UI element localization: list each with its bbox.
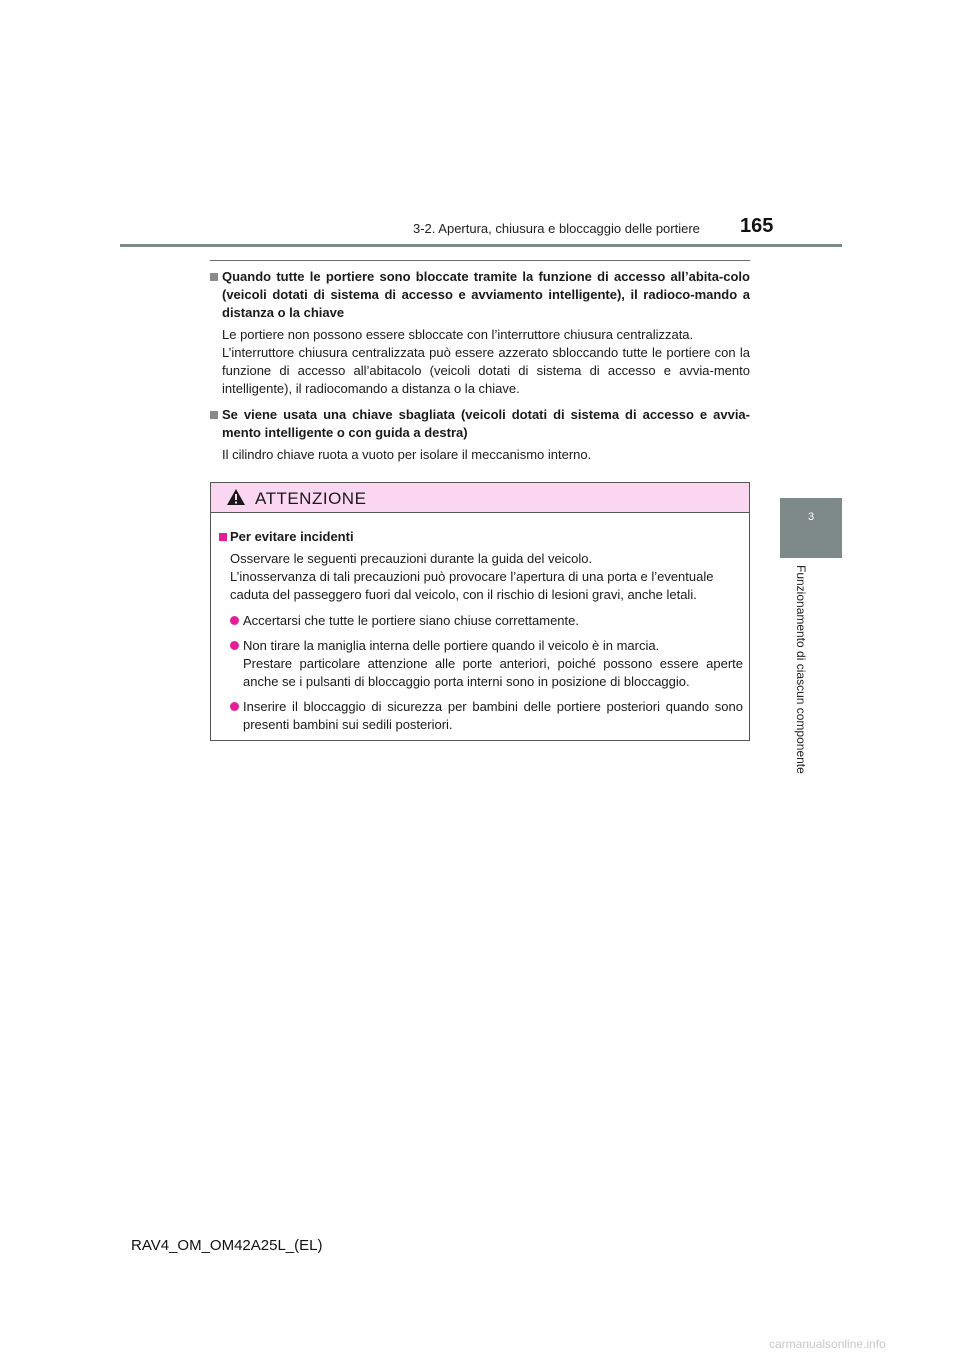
warning-bullet bbox=[219, 612, 743, 630]
round-bullet-icon bbox=[230, 641, 239, 650]
content-divider bbox=[210, 260, 750, 261]
bullet-text: Accertarsi che tutte le portiere siano chiuse correttamente. bbox=[243, 613, 579, 628]
item-heading-text: Quando tutte le portiere sono bloccate tramite la funzione di accesso all’abita-colo (veicoli dotati di sistema di accesso e avviamento intelligente), il radioco-mando a distanza o la chiave bbox=[222, 269, 750, 320]
square-bullet-icon bbox=[219, 533, 227, 541]
item-paragraph: L’interruttore chiusura centralizzata può essere azzerato sbloccando tutte le portiere con la funzione di accesso all’abitacolo (veicoli dotati di sistema di accesso e avvia-mento intelligente), il radiocomando a distanza o la chiave. bbox=[222, 345, 750, 396]
chapter-tab bbox=[780, 498, 842, 558]
warning-bullet bbox=[219, 698, 743, 734]
warning-paragraph: Osservare le seguenti precauzioni durante la guida del veicolo. bbox=[230, 551, 593, 566]
bullet-text: Inserire il bloccaggio di sicurezza per bambini delle portiere posteriori quando sono presenti bambini sui sedili posteriori. bbox=[243, 699, 743, 732]
page-number: 165 bbox=[740, 215, 774, 237]
warning-body bbox=[211, 513, 749, 734]
item-body bbox=[210, 446, 750, 464]
main-content bbox=[210, 268, 750, 472]
warning-title: ATTENZIONE bbox=[255, 489, 367, 508]
bullet-text: Non tirare la maniglia interna delle portiere quando il veicolo è in marcia. bbox=[243, 638, 660, 653]
info-item bbox=[210, 406, 750, 464]
item-paragraph: Il cilindro chiave ruota a vuoto per isolare il meccanismo interno. bbox=[222, 447, 592, 462]
warning-header bbox=[211, 483, 749, 513]
section-title: 3-2. Apertura, chiusura e bloccaggio delle portiere bbox=[413, 221, 700, 236]
item-paragraph: Le portiere non possono essere sbloccate con l’interruttore chiusura centralizzata. bbox=[222, 327, 694, 342]
header-divider bbox=[120, 244, 842, 247]
item-body bbox=[210, 326, 750, 398]
watermark: carmanualsonline.info bbox=[769, 1337, 886, 1351]
bullet-text: Prestare particolare attenzione alle porte anteriori, poiché possono essere aperte anche se i pulsanti di bloccaggio porta interni sono in posizione di bloccaggio. bbox=[243, 656, 743, 689]
warning-triangle-icon bbox=[226, 488, 246, 506]
item-heading bbox=[210, 406, 750, 442]
round-bullet-icon bbox=[230, 702, 239, 711]
item-heading bbox=[210, 268, 750, 322]
warning-bullet bbox=[219, 637, 743, 691]
round-bullet-icon bbox=[230, 616, 239, 625]
warning-heading bbox=[219, 528, 743, 546]
manual-code: RAV4_OM_OM42A25L_(EL) bbox=[131, 1237, 323, 1254]
info-item bbox=[210, 268, 750, 398]
square-bullet-icon bbox=[210, 273, 218, 281]
chapter-number: 3 bbox=[808, 511, 815, 523]
chapter-title: Funzionamento di ciascun componente bbox=[794, 565, 808, 774]
warning-box bbox=[210, 482, 750, 741]
warning-heading-text: Per evitare incidenti bbox=[230, 529, 354, 544]
square-bullet-icon bbox=[210, 411, 218, 419]
warning-paragraph: L’inosservanza di tali precauzioni può provocare l’apertura di una porta e l’eventuale caduta del passeggero fuori dal veicolo, con il rischio di lesioni gravi, anche letali. bbox=[230, 569, 714, 602]
item-heading-text: Se viene usata una chiave sbagliata (veicoli dotati di sistema di accesso e avvia-mento intelligente o con guida a destra) bbox=[222, 407, 750, 440]
warning-intro bbox=[219, 550, 743, 604]
